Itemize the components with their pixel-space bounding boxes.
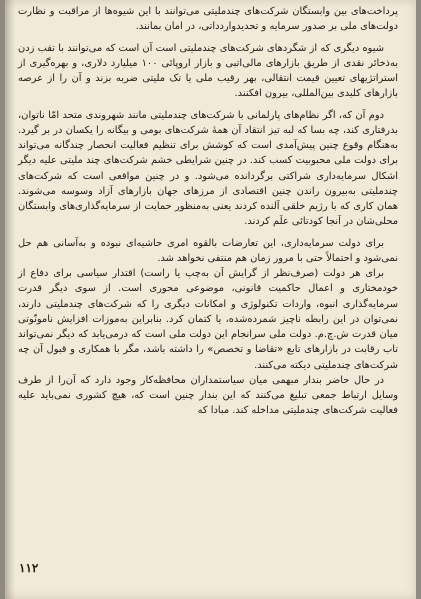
paragraph-6: در حال حاضر بندار مبهمی میان سیاستمداران محافظه‌کار وجود دارد که آن‌را از طرف وسایل ارتباط جمعی تبلیغ می‌کنند که این بندار چنین است که، هیچ کشوری نمی‌باید علیه فعالیت شرکت‌های چندملیتی مداخله کند. مبادا که <box>18 374 398 417</box>
book-page <box>5 0 416 599</box>
page-text-body <box>18 4 398 419</box>
paragraph-2: شیوه دیگری که از شگردهای شرکت‌های چندملیتی است آن است که می‌توانند با تقب زدن به‌ذخائر نقدی از طریق بازارهای مالی‌اتبی و بازار اروپائی ۱۰۰ میلیارد دلاری، و بهره‌گیری از استراتژیهای تعیین قیمت انتقالی، بهر رقیب ملی یا تک ملیتی ضربه بزند و آن را از عرصه بازارهای کلیدی بین‌المللی، بیرون افکنند. <box>18 42 398 100</box>
paragraph-3: دوم آن که، اگر نظام‌های پارلمانی با شرکت‌های چندملیتی مانند شهروندی متحد امّا ناتوان، بدرفتاری کند، چه بسا که لبه تیز انتقاد آن همهٔ شرکت‌های بومی و بیگانه را یکسان در بر گیرد. به‌هنگام وقوع چنین پیش‌آمدی است که کوشش برای تنظیم فعالیت انحصار چندگانه می‌تواند برای دولت ملی محبوبیت کسب کند. در چنین شرایطی خشم شرکت‌های چند ملیتی علیه دیگر اشکال سرمایه‌داری شراکتی برگردانده می‌شود. و در چنین مواقعی است که شرکت‌های چندملیتی به‌بیرون راندن چنین اقتصادی از مرزهای جهان بازارهای آزاد وسوسه می‌شوند. همان کاری که با رژیم خلقی آلنده کردند یعنی به‌منظور حمایت از سرمایه‌گذاری‌های وابستگان محلی‌شان در آنجا کودتائی علَم کردند. <box>18 109 398 228</box>
paragraph-5: برای هر دولت (صرف‌نظر از گرایش آن به‌چپ یا راست) اقتدار سیاسی برای دفاع از خودمختاری و اعمال حاکمیت قانونی، موضوعی محوری است. از سوی دیگر قدرت سرمایه‌گذاری انبوه، واردات تکنولوژی و امکانات دیگری را که شرکت‌های چندملیتی دارند، نمی‌توان در این رابطه ناچیز شمرده‌شده، یا کتمان کرد. بنابراین به‌موزات افزایش نامونّوتی میان قدرت ش.چ.م. دولت ملی سرانجام این دولت ملی است که درمی‌یابد که دیگر نمی‌تواند تاب رقابت در بازارهای تابع «تقاضا و تخصص» را داشته باشد، مگر با همکاری و قبول آن چه شرکت‌های چندملیتی دیکته می‌کنند. <box>18 268 398 371</box>
paragraph-1: پرداخت‌های بین وابستگان شرکت‌های چندملیتی می‌توانند با این شیوه‌ها از مراقبت و نظارت دولت‌های ملی بر صدور سرمایه و تحدیدواردداتی، در امان بمانند. <box>18 6 398 33</box>
page-number: ۱۱۲ <box>19 561 39 575</box>
spine-shadow <box>5 0 15 599</box>
paragraph-4: برای دولت سرمایه‌داری، این تعارضات بالقوه امری حاشیه‌ای نبوده و به‌آسانی هم حل نمی‌شود و احتمالاً حتی با مرور زمان هم منتفی نخواهد شد. <box>18 237 398 264</box>
